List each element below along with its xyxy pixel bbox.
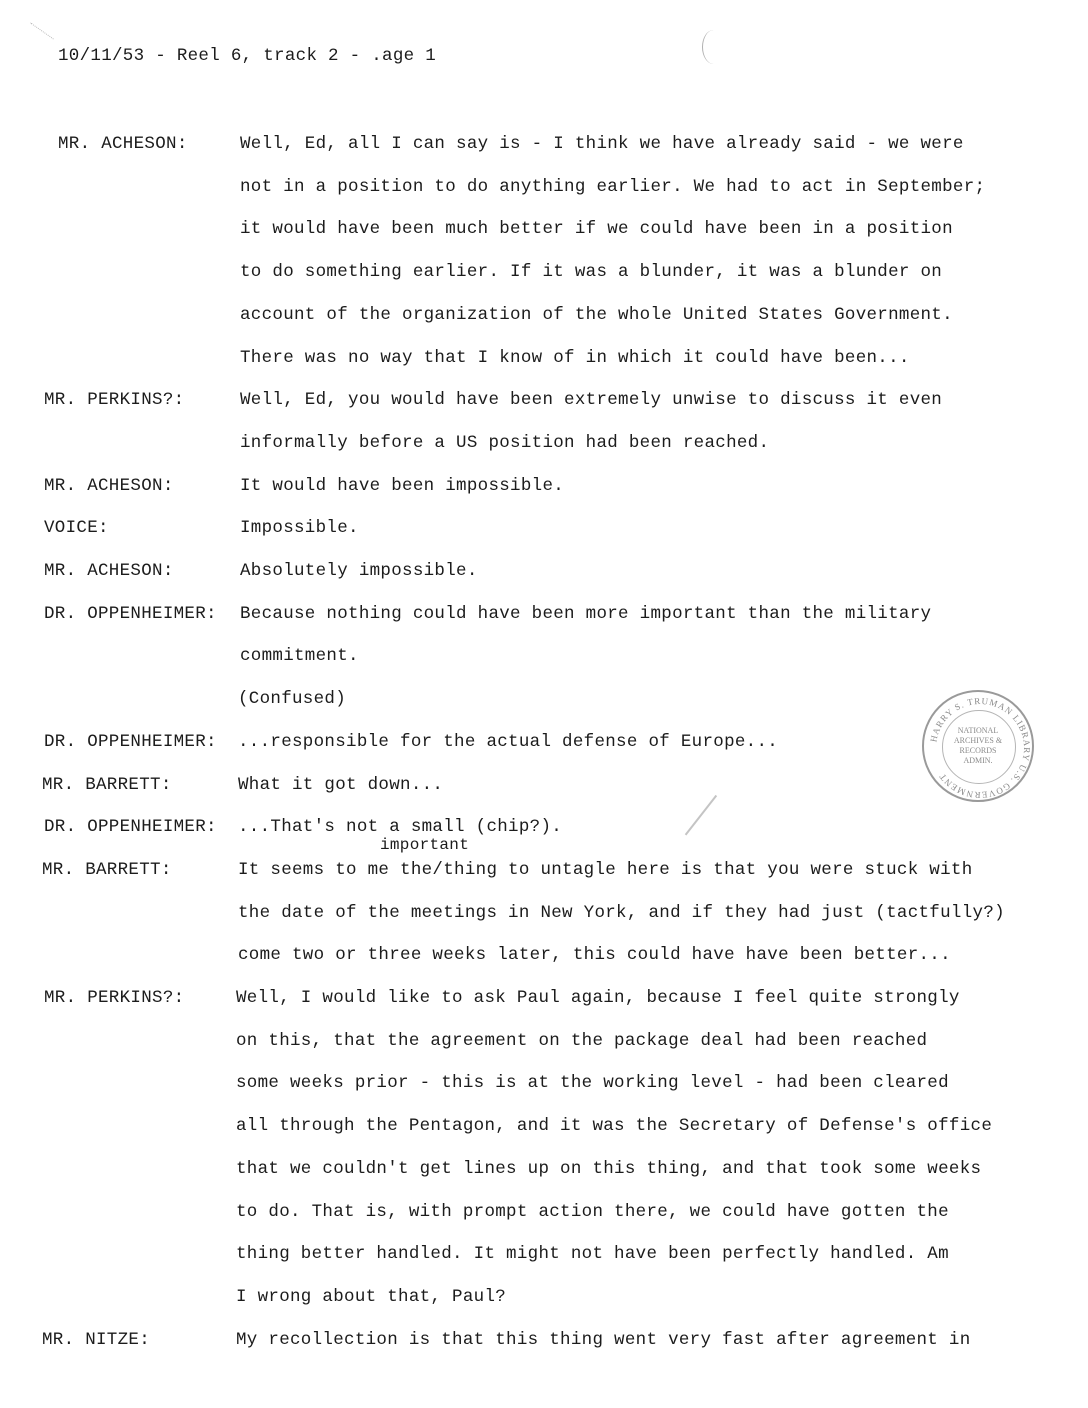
speaker-label: DR. OPPENHEIMER: bbox=[44, 731, 217, 752]
transcript-line: informally before a US position had been reached. bbox=[240, 432, 770, 453]
transcript-line: ...That's not a small (chip?). bbox=[238, 817, 563, 838]
transcript-line: to do. That is, with prompt action there, we could have gotten the bbox=[236, 1201, 949, 1222]
speaker-label: MR. ACHESON: bbox=[58, 134, 188, 154]
speaker-label: MR. ACHESON: bbox=[44, 475, 174, 496]
transcript-line: It would have been impossible. bbox=[240, 475, 565, 496]
transcript-line: some weeks prior - this is at the working level - had been cleared bbox=[236, 1073, 949, 1094]
transcript-line: Because nothing could have been more important than the military bbox=[240, 603, 932, 624]
transcript-line: What it got down... bbox=[238, 774, 444, 795]
transcript-line: the date of the meetings in New York, and if they had just (tactfully?) bbox=[238, 902, 1005, 923]
stamp-line: NATIONAL bbox=[957, 726, 999, 735]
archive-stamp bbox=[922, 690, 1034, 802]
transcript-line: all through the Pentagon, and it was the Secretary of Defense's office bbox=[236, 1116, 993, 1137]
speaker-label: MR. BARRETT: bbox=[42, 859, 172, 880]
transcript-line: (Confused) bbox=[238, 689, 347, 710]
transcript-line: on this, that the agreement on the package deal had been reached bbox=[236, 1030, 928, 1051]
transcript-line: ...responsible for the actual defense of Europe... bbox=[238, 731, 779, 752]
transcript-line: My recollection is that this thing went very fast after agreement in bbox=[236, 1329, 971, 1350]
speaker-label: VOICE: bbox=[44, 518, 109, 539]
transcript-line: it would have been much better if we could have been in a position bbox=[240, 219, 953, 240]
transcript-line: Well, Ed, you would have been extremely unwise to discuss it even bbox=[240, 390, 943, 411]
transcript-line: It seems to me the/thing to untagle here is that you were stuck with bbox=[238, 859, 973, 880]
speaker-label: MR. ACHESON: bbox=[44, 561, 174, 581]
page-header: 10/11/53 - Reel 6, track 2 - .age 1 bbox=[58, 46, 437, 66]
transcript-line: account of the organization of the whole United States Government. bbox=[240, 304, 953, 325]
transcript-line: There was no way that I know of in which it could have been... bbox=[240, 347, 910, 368]
stamp-line: ARCHIVES & bbox=[953, 736, 1003, 745]
transcript-line: that we couldn't get lines up on this thing, and that took some weeks bbox=[236, 1158, 982, 1179]
transcript-line: not in a position to do anything earlier. We had to act in September; bbox=[240, 176, 986, 197]
speaker-label: DR. OPPENHEIMER: bbox=[44, 603, 217, 624]
transcript-line: Absolutely impossible. bbox=[240, 561, 478, 581]
speaker-label: MR. BARRETT: bbox=[42, 774, 172, 795]
transcript-line: I wrong about that, Paul? bbox=[236, 1286, 507, 1307]
transcript-line: Impossible. bbox=[240, 518, 359, 539]
transcript-line: Well, I would like to ask Paul again, because I feel quite strongly bbox=[236, 988, 960, 1008]
speaker-label: MR. PERKINS?: bbox=[44, 390, 185, 411]
stamp-line: RECORDS bbox=[959, 746, 997, 755]
transcript-line: come two or three weeks later, this could have have been better... bbox=[238, 945, 951, 966]
speaker-label: MR. PERKINS?: bbox=[44, 988, 185, 1008]
interlinear-insertion: important bbox=[380, 835, 470, 854]
transcript-line: thing better handled. It might not have been perfectly handled. Am bbox=[236, 1244, 949, 1265]
transcript-line: Well, Ed, all I can say is - I think we have already said - we were bbox=[240, 134, 964, 154]
stamp-line: ADMIN. bbox=[963, 756, 993, 765]
transcript-line: to do something earlier. If it was a blunder, it was a blunder on bbox=[240, 262, 943, 283]
stamp-ring-text: HARRY S. TRUMAN LIBRARY U.S. GOVERNMENT bbox=[928, 695, 1033, 801]
stamp-center-text bbox=[944, 726, 1012, 766]
speaker-label: DR. OPPENHEIMER: bbox=[44, 817, 217, 838]
transcript-line: commitment. bbox=[240, 646, 359, 667]
speaker-label: MR. NITZE: bbox=[42, 1329, 151, 1350]
